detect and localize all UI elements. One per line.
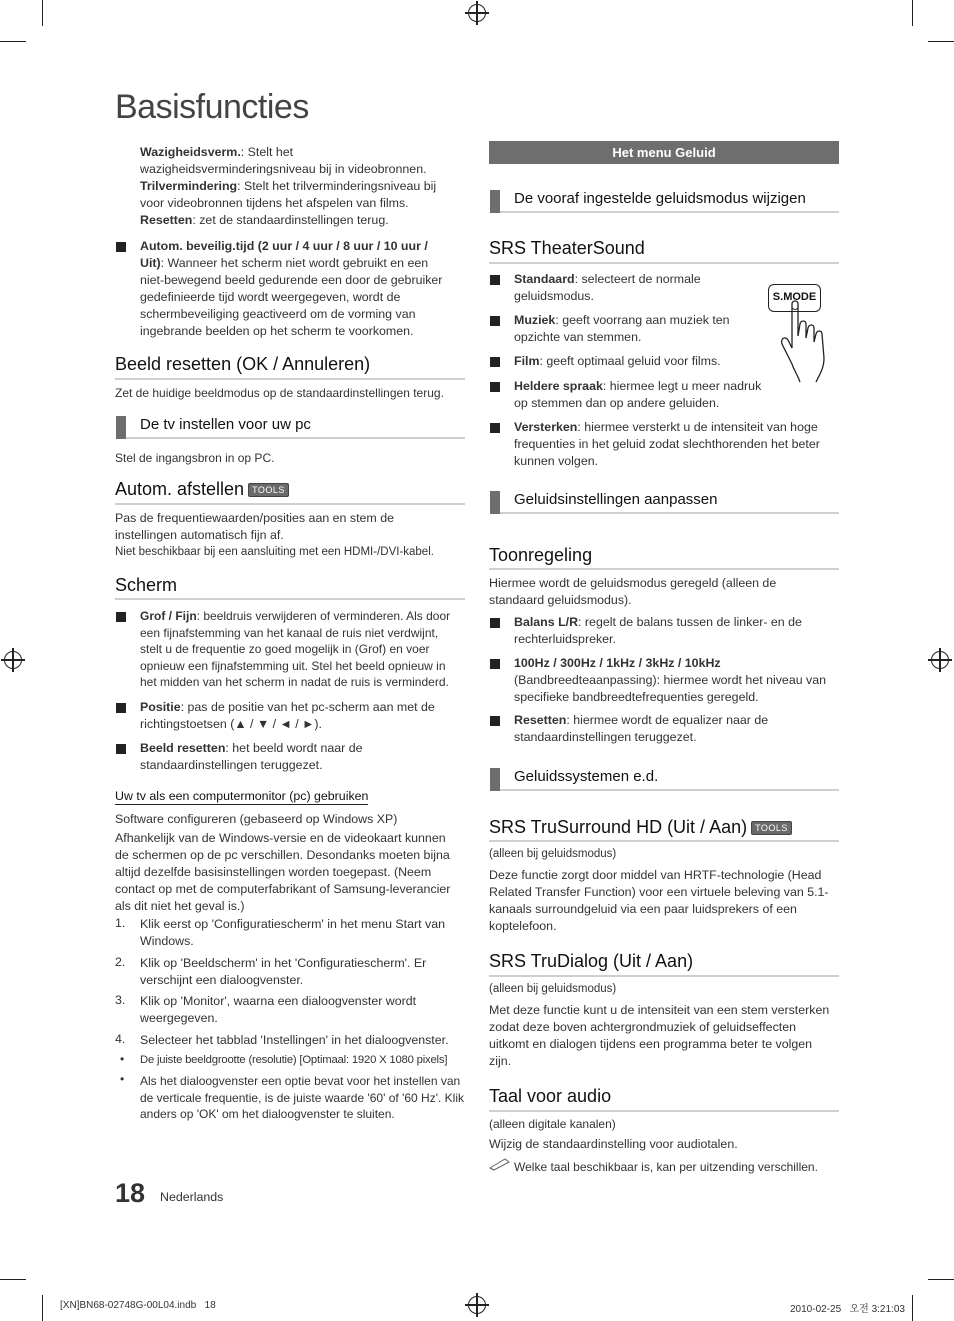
- pencil-memo-icon: [489, 1157, 511, 1171]
- geluidsinstellingen-heading: Geluidsinstellingen aanpassen: [514, 491, 718, 508]
- trusurround-heading: SRS TruSurround HD (Uit / Aan) TOOLS: [489, 817, 792, 838]
- tools-badge-icon: TOOLS: [248, 483, 289, 497]
- preset-heading: De vooraf ingestelde geluidsmodus wijzigen: [514, 190, 806, 207]
- autom-afstellen-note: Niet beschikbaar bij een aansluiting met een HDMI-/DVI-kabel.: [115, 546, 434, 558]
- monitor-step: Selecteer het tabblad 'Instellingen' in het dialoogvenster.: [140, 1033, 449, 1047]
- monitor-bullet: Als het dialoogvenster een optie bevat voor het instellen van de verticale frequentie, is de juiste waarde '60' of '60 Hz'. Klik anders op 'OK' om het dialoogvenster te sluiten.: [140, 1074, 464, 1121]
- monitor-step: Klik op 'Beeldscherm' in het 'Configuratiescherm'. Er verschijnt een dialoogvenster.: [140, 956, 427, 987]
- autom-afstellen-heading: Autom. afstellen TOOLS: [115, 479, 289, 500]
- menu-header-bar: Het menu Geluid: [489, 141, 839, 164]
- monitor-step: Klik eerst op 'Configuratiescherm' in het menu Start van Windows.: [140, 917, 446, 948]
- srs-theatersound-heading: SRS TheaterSound: [489, 238, 645, 258]
- intro-item: Trilvermindering: Stelt het trilverminderingsniveau bij voor videobronnen tijdens het afspelen van films.: [140, 179, 437, 210]
- intro-item: Wazigheidsverm.: Stelt het wazigheidsverminderingsniveau bij in videobronnen.: [140, 145, 427, 176]
- scherm-item-grof: Grof / Fijn: beeldruis verwijderen of verminderen. Als door een fijnafstemming van het kanaal de ruis niet verdwijnt, stelt u de frequentie zo goed mogelijk in (Grof) en voer opnieuw een fijnafstemming uit. Stel het beeld opnieuw in het midden van het scherm in nadat de ruis is verminderd.: [140, 609, 451, 689]
- scherm-item-beeld-resetten: Beeld resetten: het beeld wordt naar de standaardinstellingen teruggezet.: [140, 741, 363, 772]
- beeld-resetten-heading: Beeld resetten (OK / Annuleren): [115, 354, 371, 374]
- trudialog-heading: SRS TruDialog (Uit / Aan): [489, 951, 694, 971]
- bullet-square: [116, 703, 126, 713]
- taal-heading: Taal voor audio: [489, 1086, 612, 1106]
- taal-text: Wijzig de standaardinstelling voor audiotalen.: [489, 1137, 738, 1151]
- toonregeling-text: Hiermee wordt de geluidsmodus geregeld (alleen de standaard geluidsmodus).: [489, 576, 777, 607]
- theatersound-item: Standaard: selecteert de normale geluidsmodus.: [514, 272, 701, 303]
- footer-language: Nederlands: [160, 1190, 224, 1204]
- trusurround-note: (alleen bij geluidsmodus): [489, 848, 617, 860]
- bullet-square: [116, 242, 126, 252]
- monitor-line1: Software configureren (gebaseerd op Windows XP): [115, 812, 398, 826]
- scherm-heading: Scherm: [115, 575, 178, 595]
- toonregeling-item: Balans L/R: regelt de balans tussen de linker- en de rechterluidspreker.: [514, 615, 802, 646]
- page-number: 18: [115, 1178, 146, 1208]
- pc-section-heading: De tv instellen voor uw pc: [140, 416, 311, 433]
- footer-file: [XN]BN68-02748G-00L04.indb 18: [60, 1300, 216, 1311]
- theatersound-item: Film: geeft optimaal geluid voor films.: [514, 354, 721, 368]
- registration-mark-top-icon: [468, 4, 486, 22]
- beeld-resetten-text: Zet de huidige beeldmodus op de standaardinstellingen terug.: [115, 386, 444, 400]
- monitor-subheading: Uw tv als een computermonitor (pc) gebruiken: [115, 789, 369, 803]
- toonregeling-heading: Toonregeling: [489, 545, 593, 565]
- scherm-item-positie: Positie: pas de positie van het pc-scherm aan met de richtingstoetsen (▲ / ▼ / ◄ / ►).: [140, 700, 435, 731]
- bullet-square: [116, 612, 126, 622]
- pointing-hand-icon: [780, 298, 840, 384]
- tools-badge-icon: TOOLS: [751, 821, 792, 835]
- trudialog-text: Met deze functie kunt u de intensiteit van een stem versterken zodat deze boven achtergrondmuziek of geluidseffecten uitkomt en dialogen tijdens een programma beter te volgen zijn.: [489, 1003, 830, 1068]
- taal-memo: Welke taal beschikbaar is, kan per uitzending verschillen.: [514, 1160, 818, 1174]
- trusurround-text: Deze functie zorgt door middel van HRTF-technologie (Head Related Transfer Function) voor een virtuele beleving van 5.1-kanaals surroundgeluid via een paar luidsprekers of een koptelefoon.: [489, 868, 829, 933]
- smode-button: S.MODE: [768, 284, 821, 312]
- monitor-paragraph: Afhankelijk van de Windows-versie en de videokaart kunnen de schermen op de pc verschillen. Desondanks moeten bijna altijd dezelfde basisinstellingen worden toegepast. (Neem contact op met de computerfabrikant of Samsung-leverancier als dit niet het geval is.): [115, 831, 451, 913]
- registration-mark-left-icon: [4, 651, 22, 669]
- autom-beveiliging-item: Autom. beveilig.tijd (2 uur / 4 uur / 8 uur / 10 uur / Uit): Wanneer het scherm niet wordt gebruikt en een niet-bewegend beeld gedurende een door de gebruiker gedefinieerde tijd wordt weergegeven, wordt de schermbeveiliging geactiveerd om de vorming van ingebrande beelden op het scherm te voorkomen.: [140, 239, 443, 338]
- toonregeling-item: 100Hz / 300Hz / 1kHz / 3kHz / 10kHz (Bandbreedteaanpassing): hiermee wordt het niveau van specifieke bandbreedtefrequenties geregeld.: [514, 656, 827, 704]
- intro-item: Resetten: zet de standaardinstellingen terug.: [140, 213, 389, 227]
- footer-date: 2010-02-25 오전 3:21:03: [790, 1304, 905, 1315]
- monitor-bullet: De juiste beeldgrootte (resolutie) [Optimaal: 1920 X 1080 pixels]: [140, 1054, 448, 1066]
- taal-note: (alleen digitale kanalen): [489, 1117, 616, 1131]
- intro-block: [140, 144, 450, 229]
- theatersound-item: Heldere spraak: hiermee legt u meer nadruk op stemmen dan op andere geluiden.: [514, 379, 762, 410]
- pc-section-text: Stel de ingangsbron in op PC.: [115, 451, 275, 465]
- geluidssystemen-heading: Geluidssystemen e.d.: [514, 768, 659, 785]
- trudialog-note: (alleen bij geluidsmodus): [489, 983, 617, 995]
- toonregeling-item: Resetten: hiermee wordt de equalizer naar de standaardinstellingen teruggezet.: [514, 713, 769, 744]
- registration-mark-right-icon: [931, 651, 949, 669]
- autom-afstellen-text: Pas de frequentiewaarden/posities aan en stem de instellingen automatisch fijn af.: [115, 511, 394, 542]
- registration-mark-bottom-icon: [468, 1296, 486, 1314]
- theatersound-item: Versterken: hiermee versterkt u de intensiteit van hoge frequenties in het geluid zodat slechthorenden het beter kunnen volgen.: [514, 420, 820, 468]
- theatersound-item: Muziek: geeft voorrang aan muziek ten opzichte van stemmen.: [514, 313, 730, 344]
- page-title: Basisfuncties: [115, 88, 309, 126]
- monitor-step: Klik op 'Monitor', waarna een dialoogvenster wordt weergegeven.: [140, 994, 417, 1025]
- bullet-square: [116, 744, 126, 754]
